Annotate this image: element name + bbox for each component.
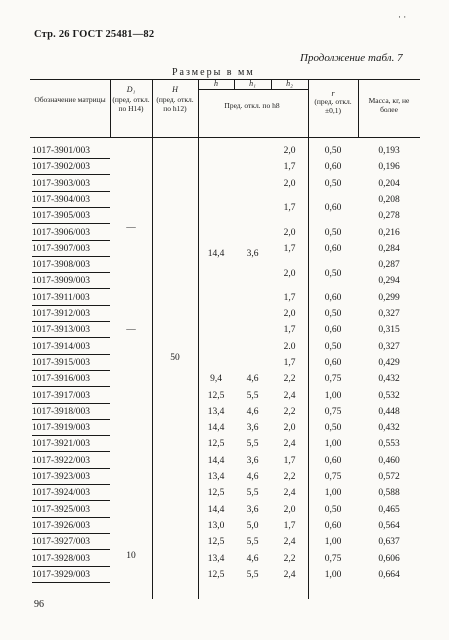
row-designation: 1017-3914/003: [32, 342, 91, 352]
col-r-tolerance: (пред. откл. ±0,1): [314, 97, 352, 115]
row-h: 13,0: [207, 521, 225, 531]
row-h1: 5,5: [246, 537, 259, 547]
row-designation: 1017-3928/003: [32, 554, 91, 564]
row-h: 12,5: [207, 439, 225, 449]
row-designation: 1017-3904/003: [32, 195, 91, 205]
row-mass: 0,204: [378, 179, 400, 189]
row-mass: 0,606: [378, 554, 400, 564]
row-h2: 1,7: [283, 293, 296, 303]
row-mass: 0,429: [378, 358, 400, 368]
row-designation: 1017-3924/003: [32, 488, 91, 498]
row-r: 0,60: [324, 293, 342, 303]
row-mass: 0,448: [378, 407, 400, 417]
row-r: 0,60: [324, 521, 342, 531]
row-mass: 0,315: [378, 325, 400, 335]
row-h: 13,4: [207, 554, 225, 564]
row-designation: 1017-3908/003: [32, 260, 91, 270]
row-h: 13,4: [207, 472, 225, 482]
row-h: 14,4: [207, 423, 225, 433]
row-h1: 4,6: [246, 407, 259, 417]
row-designation: 1017-3911/003: [32, 293, 90, 303]
d1-dash: —: [126, 325, 136, 335]
row-mass: 0,432: [378, 423, 400, 433]
row-mass: 0,193: [378, 146, 400, 156]
row-r: 0,75: [324, 472, 342, 482]
row-h2: 2,0: [283, 146, 296, 156]
row-r: 0,75: [324, 374, 342, 384]
row-r: 1,00: [324, 570, 342, 580]
table-continuation: Продолжение табл. 7: [300, 52, 403, 64]
col-h-symbol: H: [172, 85, 178, 94]
row-r: 1,00: [324, 488, 342, 498]
row-h1: 4,6: [246, 472, 259, 482]
row-h1: 5,5: [246, 488, 259, 498]
row-mass: 0,327: [378, 342, 400, 352]
row-r: 0,50: [324, 505, 342, 515]
row-designation: 1017-3912/003: [32, 309, 91, 319]
row-mass: 0,588: [378, 488, 400, 498]
row-separator: [32, 174, 110, 175]
merged-h1-value: 3,6: [246, 249, 259, 259]
row-h2: 2,0: [283, 309, 296, 319]
row-r: 0,75: [324, 407, 342, 417]
row-mass: 0,284: [378, 244, 400, 254]
row-mass: 0,465: [378, 505, 400, 515]
row-r: 0,50: [324, 146, 342, 156]
row-h2: 2,0: [283, 505, 296, 515]
d1-value-10: 10: [126, 551, 136, 561]
row-h: 12,5: [207, 537, 225, 547]
row-designation: 1017-3926/003: [32, 521, 91, 531]
row-h2: 2,4: [283, 537, 296, 547]
row-designation: 1017-3907/003: [32, 244, 91, 254]
row-h2: 1,7: [283, 244, 296, 254]
row-h1: 5,0: [246, 521, 259, 531]
row-mass: 0,553: [378, 439, 400, 449]
row-separator: [32, 500, 110, 501]
row-h2: 2,4: [283, 391, 296, 401]
row-h2: 2.0: [283, 342, 296, 352]
row-designation: 1017-3916/003: [32, 374, 91, 384]
row-designation: 1017-3918/003: [32, 407, 91, 417]
row-h2: 2,4: [283, 439, 296, 449]
merged-h2: 1,7: [283, 203, 296, 213]
row-mass: 0,327: [378, 309, 400, 319]
row-r: 0,50: [324, 423, 342, 433]
row-h: 9,4: [210, 374, 222, 384]
row-designation: 1017-3903/003: [32, 179, 91, 189]
row-separator: [32, 386, 110, 387]
row-h1: 4,6: [246, 374, 259, 384]
row-r: 1,00: [324, 537, 342, 547]
row-separator: [32, 337, 110, 338]
d1-dash: —: [126, 223, 136, 233]
row-designation: 1017-3925/003: [32, 505, 91, 515]
row-mass: 0,299: [378, 293, 400, 303]
row-designation: 1017-3902/003: [32, 162, 91, 172]
row-r: 0,60: [324, 244, 342, 254]
row-h2: 2,2: [283, 407, 296, 417]
col-d1-tolerance: (пред. откл. по H14): [112, 95, 150, 113]
row-designation: 1017-3921/003: [32, 439, 91, 449]
row-mass: 0,208: [378, 195, 400, 205]
row-separator: [32, 288, 110, 289]
row-designation: 1017-3927/003: [32, 537, 91, 547]
col-r-symbol: r: [331, 89, 335, 98]
col-d1-symbol: D₁: [126, 85, 136, 94]
row-mass: 0,294: [378, 276, 400, 286]
row-mass: 0,216: [378, 228, 400, 238]
row-designation: 1017-3915/003: [32, 358, 91, 368]
row-h2: 1,7: [283, 456, 296, 466]
row-separator: [32, 451, 110, 452]
row-mass: 0,532: [378, 391, 400, 401]
row-designation: 1017-3913/003: [32, 325, 91, 335]
h-value-50: 50: [170, 353, 180, 363]
page-number: 96: [34, 599, 44, 610]
row-designation: 1017-3922/003: [32, 456, 91, 466]
row-h1: 3,6: [246, 456, 259, 466]
merged-h-value: 14,4: [207, 249, 225, 259]
row-h2: 2,0: [283, 423, 296, 433]
row-h1: 4,6: [246, 554, 259, 564]
row-h1: 5,5: [246, 439, 259, 449]
row-r: 0,50: [324, 228, 342, 238]
row-h2: 1,7: [283, 325, 296, 335]
row-mass: 0,664: [378, 570, 400, 580]
row-designation: 1017-3919/003: [32, 423, 91, 433]
row-h: 14,4: [207, 456, 225, 466]
merged-h2: 2,0: [283, 269, 296, 279]
row-r: 0,50: [324, 309, 342, 319]
merged-r: 0,60: [324, 203, 342, 213]
merged-r: 0,50: [324, 269, 342, 279]
row-h: 14,4: [207, 505, 225, 515]
row-h2: 1,7: [283, 358, 296, 368]
row-mass: 0,564: [378, 521, 400, 531]
row-mass: 0,432: [378, 374, 400, 384]
row-h: 12,5: [207, 488, 225, 498]
col-mass: Масса, кг, не более: [368, 96, 410, 114]
row-designation: 1017-3901/003: [32, 146, 91, 156]
col-h-tolerance: (пред. откл. по h12): [156, 95, 194, 113]
row-h2: 2,2: [283, 374, 296, 384]
col-h2: h₂: [286, 79, 293, 88]
row-r: 0,50: [324, 179, 342, 189]
row-h1: 3,6: [246, 423, 259, 433]
col-designation: Обозначение матрицы: [34, 95, 106, 104]
row-h: 12,5: [207, 570, 225, 580]
row-r: 1,00: [324, 439, 342, 449]
row-designation: 1017-3923/003: [32, 472, 91, 482]
row-r: 0,50: [324, 342, 342, 352]
row-separator: [32, 582, 110, 583]
row-mass: 0,460: [378, 456, 400, 466]
row-h2: 2,4: [283, 570, 296, 580]
row-r: 0,60: [324, 358, 342, 368]
row-h2: 1,7: [283, 521, 296, 531]
row-h2: 2,2: [283, 554, 296, 564]
row-h2: 2,0: [283, 179, 296, 189]
row-designation: 1017-3909/003: [32, 276, 91, 286]
row-h2: 1,7: [283, 162, 296, 172]
row-separator: [32, 223, 110, 224]
row-h1: 3,6: [246, 505, 259, 515]
col-tolerance-h8: Пред. откл. по h8: [224, 101, 280, 110]
row-h: 12,5: [207, 391, 225, 401]
row-designation: 1017-3917/003: [32, 391, 91, 401]
col-h1: h₁: [249, 79, 256, 88]
row-h2: 2,0: [283, 228, 296, 238]
row-designation: 1017-3906/003: [32, 228, 91, 238]
row-r: 0,75: [324, 554, 342, 564]
row-mass: 0,196: [378, 162, 400, 172]
sizes-title: Размеры в мм: [172, 67, 255, 78]
row-r: 0,60: [324, 162, 342, 172]
row-separator: [32, 549, 110, 550]
row-mass: 0,287: [378, 260, 400, 270]
col-h-small: h: [214, 79, 218, 88]
row-r: 0,60: [324, 325, 342, 335]
row-h1: 5,5: [246, 391, 259, 401]
row-mass: 0,637: [378, 537, 400, 547]
row-r: 1,00: [324, 391, 342, 401]
page-header: Стр. 26 ГОСТ 25481—82: [34, 29, 155, 40]
row-designation: 1017-3905/003: [32, 211, 91, 221]
row-h1: 5,5: [246, 570, 259, 580]
row-designation: 1017-3929/003: [32, 570, 91, 580]
row-mass: 0,572: [378, 472, 400, 482]
row-h: 13,4: [207, 407, 225, 417]
row-mass: 0,278: [378, 211, 400, 221]
row-r: 0,60: [324, 456, 342, 466]
corner-mark: · ·: [398, 12, 407, 22]
row-h2: 2,2: [283, 472, 296, 482]
row-h2: 2,4: [283, 488, 296, 498]
